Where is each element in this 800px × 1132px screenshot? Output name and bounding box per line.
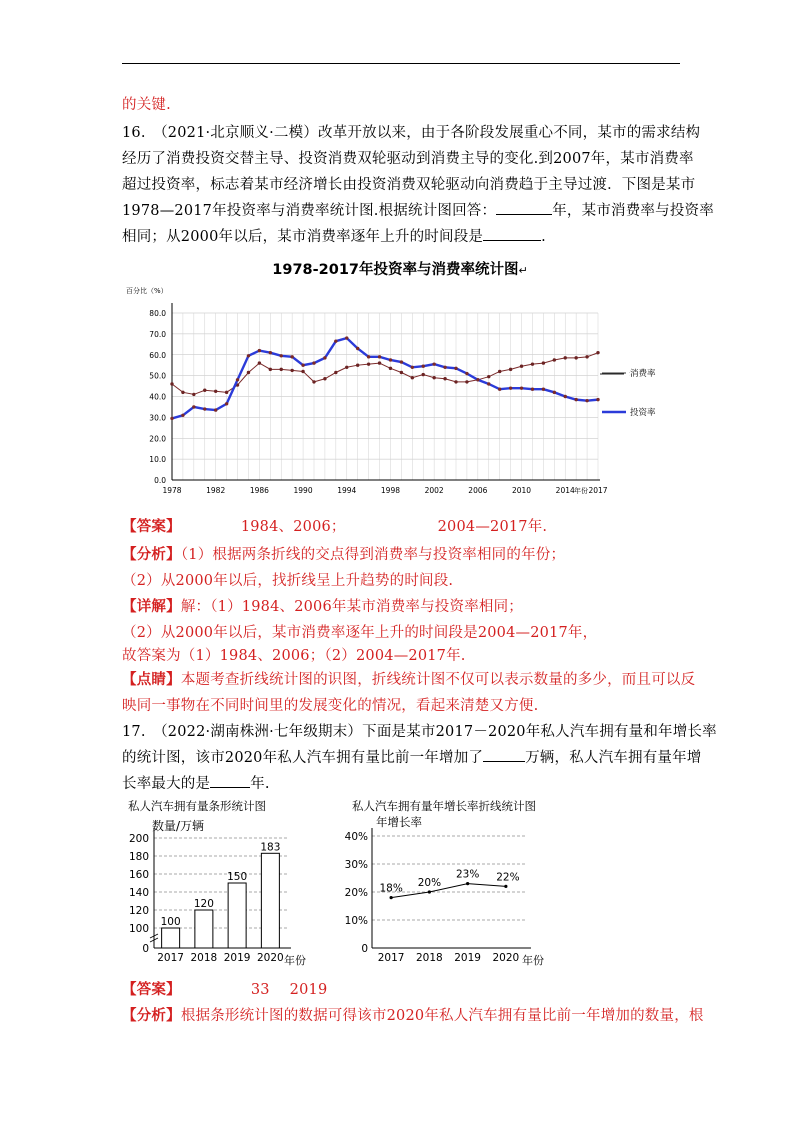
point-consumption — [498, 370, 501, 373]
point-investment — [531, 387, 534, 390]
detail-1-line-1 — [122, 595, 523, 616]
y-tick-label: 100 — [128, 923, 149, 935]
point-investment — [301, 363, 304, 366]
data-label: 20% — [417, 877, 442, 889]
x-tick-label: 1986 — [249, 486, 269, 495]
q16-line-1: 16. （2021·北京顺义·二模）改革开放以来，由于各阶段发展重心不同，某市的需求结构 — [122, 125, 701, 141]
answer-2-tag: 【答案】 — [122, 981, 181, 998]
x-tick-label: 1990 — [293, 486, 313, 495]
point-investment — [498, 387, 501, 390]
point-investment — [214, 408, 217, 411]
chart2-ylabel: 数量/万辆 — [152, 819, 205, 833]
data-label: 22% — [496, 871, 520, 884]
y-tick-label: 180 — [128, 851, 149, 863]
point-investment — [400, 360, 403, 363]
answer-tag: 【答案】 — [122, 518, 181, 535]
x-tick-label: 2018 — [416, 952, 443, 964]
point-consumption — [542, 361, 545, 364]
bar — [261, 853, 279, 948]
growth-line — [391, 884, 506, 898]
point-investment — [225, 402, 228, 405]
analysis-1-text-1: （1）根据两条折线的交点得到消费率与投资率相同的年份； — [180, 547, 566, 563]
point-investment — [280, 354, 283, 357]
point-investment — [258, 349, 261, 352]
x-tick-label: 2002 — [424, 486, 444, 495]
y-tick-label: 10% — [344, 915, 368, 927]
point-investment — [389, 358, 392, 361]
y-tick-label: 80.0 — [149, 309, 166, 318]
y-tick-label: 20% — [344, 887, 368, 899]
q16-line-4-tail: 年，某市消费率与投资率 — [552, 203, 714, 219]
point-consumption — [389, 367, 392, 370]
q17-line-1: 17. （2022·湖南株洲·七年级期末）下面是某市2017－2020年私人汽车拥有量和年增长率 — [122, 724, 717, 740]
point-consumption — [170, 382, 173, 385]
y-tick-label: 40.0 — [149, 392, 166, 402]
car-growth-rate-line-chart — [340, 796, 560, 968]
point-consumption — [411, 376, 414, 379]
point-consumption — [301, 370, 304, 373]
point-investment — [312, 361, 315, 364]
point-investment — [345, 336, 348, 339]
y-tick-label: 30.0 — [149, 413, 166, 423]
comment-1-line-2: 映同一事物在不同时间里的发展变化的情况，看起来清楚又方便. — [122, 698, 539, 714]
y-tick-label: 40% — [344, 831, 368, 843]
point-investment — [465, 372, 468, 375]
point-investment — [564, 395, 567, 398]
point-investment — [269, 351, 272, 354]
point-investment — [356, 347, 359, 350]
point-consumption — [367, 362, 370, 365]
car-ownership-bar-chart — [122, 796, 322, 968]
comment-1-text-1: 本题考查折线统计图的识图，折线统计图不仅可以表示数量的多少，而且可以反 — [180, 672, 696, 688]
q17-line-3-tail: 年. — [250, 776, 270, 792]
analysis-tag: 【分析】 — [122, 546, 181, 563]
point-consumption — [356, 363, 359, 366]
investment-consumption-line-chart — [122, 283, 630, 501]
chart1-legend — [600, 365, 670, 425]
y-tick-label: 60.0 — [149, 350, 166, 360]
point-consumption — [487, 375, 490, 378]
chart1-ylabel: 百分比（%） — [126, 287, 168, 295]
y-tick-label: 70.0 — [149, 329, 166, 339]
point-investment — [192, 405, 195, 408]
point-investment — [378, 355, 381, 358]
q16-line-3: 超过投资率，标志着某市经济增长由投资消费双轮驱动向消费趋于主导过渡．下图是某市 — [122, 177, 696, 193]
analysis-2-tag: 【分析】 — [122, 1007, 181, 1024]
point-investment — [334, 339, 337, 342]
point-consumption — [531, 362, 534, 365]
growth-point — [466, 882, 469, 885]
x-tick-label: 2017 — [588, 486, 608, 495]
y-tick-label: 0 — [142, 943, 149, 955]
x-tick-label: 2017 — [157, 952, 184, 964]
chart1-title: 1978-2017年投资率与消费率统计图↵ — [272, 262, 528, 278]
comment-1-line-1 — [122, 668, 695, 689]
point-consumption — [564, 356, 567, 359]
point-consumption — [422, 373, 425, 376]
q17-line-2-tail: 万辆，私人汽车拥有量年增 — [525, 750, 702, 766]
point-investment — [290, 355, 293, 358]
point-investment — [574, 398, 577, 401]
point-investment — [432, 362, 435, 365]
point-investment — [170, 417, 173, 420]
point-investment — [411, 366, 414, 369]
growth-point — [504, 885, 507, 888]
header-rule — [122, 63, 680, 64]
chart2-title: 私人汽车拥有量条形统计图 — [128, 799, 266, 813]
y-tick-label: 50.0 — [149, 371, 166, 381]
y-tick-label: 20.0 — [149, 434, 166, 444]
chart3-title: 私人汽车拥有量年增长率折线统计图 — [352, 799, 536, 813]
point-consumption — [258, 361, 261, 364]
legend-label-consumption: 消费率 — [630, 369, 656, 379]
point-consumption — [269, 368, 272, 371]
point-consumption — [585, 355, 588, 358]
growth-point — [428, 890, 431, 893]
point-investment — [520, 386, 523, 389]
analysis-2-text: 根据条形统计图的数据可得该市2020年私人汽车拥有量比前一年增加的数量，根 — [180, 1008, 704, 1024]
point-consumption — [225, 391, 228, 394]
detail-tag: 【详解】 — [122, 598, 181, 615]
x-tick-label: 2019 — [223, 952, 251, 964]
point-consumption — [454, 380, 457, 383]
detail-1-text-1: 解：（1）1984、2006年某市消费率与投资率相同； — [180, 599, 523, 615]
growth-point — [390, 896, 393, 899]
x-tick-label: 1978 — [162, 486, 182, 495]
bar-value-label: 100 — [160, 916, 181, 928]
answer-1-part-b: 2004—2017年. — [437, 519, 548, 535]
answer-blank-4[interactable] — [210, 774, 250, 788]
y-tick-label: 120 — [128, 905, 149, 917]
q16-line-4 — [122, 199, 714, 220]
point-consumption — [247, 371, 250, 374]
chart1-xlabel: 年份 — [574, 487, 588, 495]
q17-line-2-text: 的统计图，该市2020年私人汽车拥有量比前一年增加了 — [122, 750, 484, 766]
point-investment — [323, 356, 326, 359]
y-tick-label: 160 — [128, 869, 149, 881]
answer-2-part-a: 33 — [250, 982, 270, 998]
y-tick-label: 200 — [128, 833, 149, 845]
point-consumption — [432, 376, 435, 379]
y-tick-label: 0 — [361, 943, 368, 955]
point-investment — [181, 414, 184, 417]
chart3-xlabel: 年份 — [522, 954, 544, 967]
point-consumption — [312, 380, 315, 383]
point-consumption — [520, 365, 523, 368]
point-consumption — [400, 371, 403, 374]
bar — [162, 928, 180, 948]
bar-value-label: 183 — [260, 841, 281, 854]
q16-line-5-tail: . — [541, 229, 546, 245]
bar — [195, 910, 213, 948]
q17-line-3 — [122, 772, 270, 793]
x-tick-label: 2020 — [257, 952, 284, 964]
point-consumption — [509, 368, 512, 371]
q16-line-5 — [122, 225, 546, 246]
point-consumption — [574, 356, 577, 359]
detail-1-line-2: （2）从2000年以后，某市消费率逐年上升的时间段是2004—2017年， — [122, 625, 598, 641]
bar — [228, 883, 246, 948]
point-consumption — [443, 377, 446, 380]
answer-2-part-b: 2019 — [289, 982, 328, 998]
point-consumption — [214, 390, 217, 393]
y-tick-label: 30% — [344, 859, 368, 871]
point-consumption — [596, 351, 599, 354]
point-consumption — [378, 361, 381, 364]
q17-line-2 — [122, 746, 702, 767]
x-tick-label: 2018 — [190, 952, 218, 964]
answer-blank-1[interactable] — [496, 201, 552, 215]
analysis-1-line-2: （2）从2000年以后，找折线呈上升趋势的时间段. — [122, 573, 454, 589]
point-consumption — [192, 393, 195, 396]
point-consumption — [181, 391, 184, 394]
point-investment — [553, 391, 556, 394]
point-investment — [422, 365, 425, 368]
answer-1 — [122, 515, 547, 536]
x-tick-label: 1998 — [380, 486, 401, 495]
x-tick-label: 2014 — [555, 486, 575, 495]
x-tick-label: 1994 — [337, 486, 357, 495]
answer-blank-2[interactable] — [483, 227, 541, 241]
q16-line-4-text: 1978—2017年投资率与消费率统计图.根据统计图回答： — [122, 203, 497, 219]
point-consumption — [553, 358, 556, 361]
x-tick-label: 2020 — [492, 952, 520, 964]
y-tick-label: 10.0 — [149, 455, 166, 465]
point-investment — [443, 366, 446, 369]
x-tick-label: 2010 — [511, 486, 532, 495]
answer-1-part-a: 1984、2006； — [240, 519, 346, 535]
data-label: 23% — [455, 868, 480, 881]
data-label: 18% — [379, 882, 403, 895]
x-tick-label: 2019 — [454, 952, 481, 964]
analysis-1-line-1 — [122, 543, 565, 564]
point-consumption — [345, 366, 348, 369]
comment-tag: 【点睛】 — [122, 671, 181, 688]
legend-label-investment: 投资率 — [630, 408, 656, 418]
x-tick-label: 2006 — [468, 486, 488, 495]
bar-value-label: 150 — [227, 871, 248, 883]
point-investment — [585, 399, 588, 402]
q16-line-2: 经历了消费投资交替主导、投资消费双轮驱动到消费主导的变化.到2007年，某市消费率 — [122, 151, 694, 167]
x-tick-label: 2017 — [377, 952, 405, 964]
y-tick-label: 0.0 — [154, 476, 166, 485]
detail-1-line-3: 故答案为（1）1984、2006；（2）2004—2017年. — [122, 648, 466, 664]
point-investment — [367, 355, 370, 358]
chart2-xlabel: 年份 — [284, 954, 306, 967]
point-investment — [542, 387, 545, 390]
answer-blank-3[interactable] — [483, 748, 525, 762]
point-consumption — [280, 368, 283, 371]
point-investment — [236, 378, 239, 381]
analysis-2-line-1 — [122, 1004, 704, 1025]
point-investment — [509, 386, 512, 389]
point-investment — [476, 378, 479, 381]
x-tick-label: 1982 — [206, 486, 226, 495]
point-consumption — [290, 369, 293, 372]
prev-conclusion: 的关键. — [122, 97, 171, 113]
q17-line-3-text: 长率最大的是 — [122, 776, 211, 792]
series-line-investment — [172, 338, 598, 418]
q16-line-5-text: 相同；从2000年以后，某市消费率逐年上升的时间段是 — [122, 229, 484, 245]
point-investment — [247, 354, 250, 357]
bar-value-label: 120 — [193, 898, 214, 910]
point-investment — [454, 367, 457, 370]
point-investment — [487, 382, 490, 385]
point-consumption — [334, 371, 337, 374]
y-tick-label: 140 — [128, 887, 149, 899]
point-consumption — [323, 377, 326, 380]
point-consumption — [203, 389, 206, 392]
point-consumption — [465, 380, 468, 383]
chart3-ylabel: 年增长率 — [376, 815, 422, 829]
answer-2 — [122, 978, 327, 999]
point-investment — [203, 407, 206, 410]
